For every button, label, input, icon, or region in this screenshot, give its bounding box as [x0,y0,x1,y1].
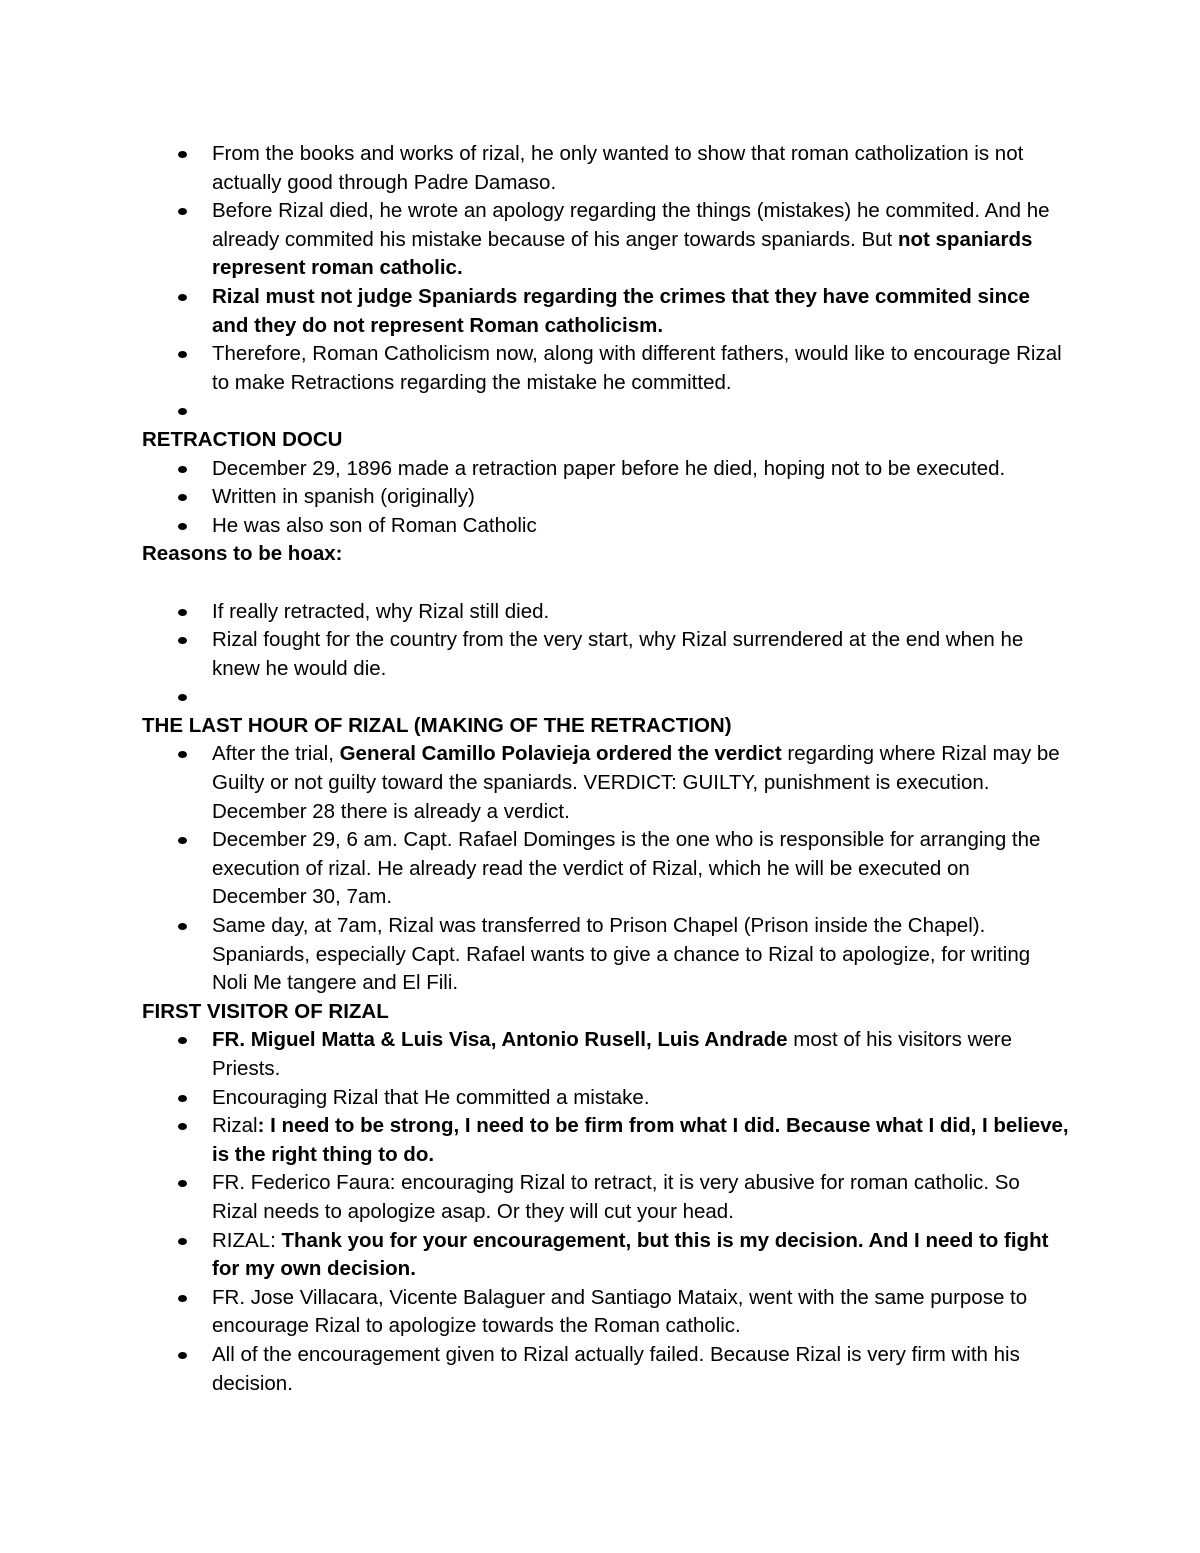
heading-reasons-hoax: Reasons to be hoax: [142,542,343,566]
list-item [0,397,1200,426]
bold-text: FR. Miguel Matta & Luis Visa, Antonio Rusell, Luis Andrade [212,1028,788,1052]
bullet-icon [178,408,187,415]
retraction-list [0,455,1200,541]
bullet-icon [178,208,187,215]
bullet-icon [178,1180,187,1187]
last-hour-list [0,740,1200,997]
item-text: Rizal [212,1114,258,1138]
bullet-icon [178,1123,187,1130]
list-item [0,1169,1200,1226]
list-item [0,826,1200,912]
bullet-icon [178,1238,187,1245]
item-text: December 29, 6 am. Capt. Rafael Dominges is the one who is responsible for arranging the execution of rizal. He already read the verdict of Rizal, which he will be executed on December 30, 7am. [212,828,1041,909]
item-text: FR. Jose Villacara, Vicente Balaguer and Santiago Mataix, went with the same purpose to encourage Rizal to apologize towards the Roman catholic. [212,1285,1028,1338]
list-item [0,283,1200,340]
heading-first-visitor: FIRST VISITOR OF RIZAL [142,999,389,1023]
item-text: FR. Federico Faura: encouraging Rizal to retract, it is very abusive for roman catholic. So Rizal needs to apologize asap. Or they will cut your head. [212,1171,1020,1223]
bullet-icon [178,1352,187,1359]
list-item [0,1341,1200,1398]
list-item [0,1112,1200,1169]
item-text: Written in spanish (originally) [212,485,475,509]
list-item [0,483,1200,512]
bullet-icon [178,637,187,644]
item-text: He was also son of Roman Catholic [212,513,537,537]
first-visitor-list [0,1026,1200,1398]
item-text: After the trial, [212,742,340,766]
bullet-icon [178,294,187,301]
list-item [0,140,1200,197]
list-item [0,1284,1200,1341]
bullet-icon [178,837,187,844]
list-item [0,1084,1200,1113]
bullet-icon [178,751,187,758]
bullet-icon [178,494,187,501]
list-item [0,197,1200,283]
list-item [0,455,1200,484]
bold-text: : I need to be strong, I need to be firm from what I did. Because what I did, I believe, is the right thing to do. [212,1114,1069,1166]
bullet-icon [178,351,187,358]
bold-text: not spaniards represent roman catholic. [212,227,1033,280]
bullet-icon [178,1037,187,1044]
bullet-icon [178,466,187,473]
bold-text: General Camillo Polavieja ordered the verdict [339,742,782,766]
blank-line [0,569,1200,598]
document-page [0,140,1200,1398]
bullet-icon [178,1095,187,1102]
bullet-icon [178,609,187,616]
list-item [0,740,1200,826]
item-text: Therefore, Roman Catholicism now, along with different fathers, would like to encourage Rizal to make Retractions regarding the mistake he committed. [212,342,1062,394]
item-text: December 29, 1896 made a retraction paper before he died, hoping not to be executed. [212,456,1006,480]
bold-text: Rizal must not judge Spaniards regarding the crimes that they have commited since and they do not represent Roman catholicism. [212,284,1030,337]
bullet-icon [178,523,187,530]
list-item [0,912,1200,998]
item-text: Encouraging Rizal that He committed a mistake. [212,1085,650,1109]
bullet-icon [178,694,187,701]
hoax-list [0,598,1200,712]
bullet-icon [178,151,187,158]
list-item [0,598,1200,627]
list-item [0,683,1200,712]
bullet-icon [178,1295,187,1302]
list-item [0,512,1200,541]
item-text: most of his visitors were Priests. [212,1028,1012,1080]
list-item [0,626,1200,683]
item-text: If really retracted, why Rizal still died. [212,599,550,623]
list-item [0,1026,1200,1083]
list-item [0,340,1200,397]
item-text: All of the encouragement given to Rizal actually failed. Because Rizal is very firm with his decision. [212,1342,1020,1395]
list-item [0,1227,1200,1284]
item-text: Same day, at 7am, Rizal was transferred to Prison Chapel (Prison inside the Chapel). Spaniards, especially Capt. Rafael wants to give a chance to Rizal to apologize, for writing Noli Me tangere and El Fili. [212,914,1031,995]
heading-last-hour: THE LAST HOUR OF RIZAL (MAKING OF THE RETRACTION) [142,713,732,737]
item-text: RIZAL: [212,1228,282,1252]
bullet-icon [178,923,187,930]
item-text: From the books and works of rizal, he only wanted to show that roman catholization is not actually good through Padre Damaso. [212,142,1024,194]
intro-list [0,140,1200,426]
heading-retraction-docu: RETRACTION DOCU [142,427,343,451]
item-text: Before Rizal died, he wrote an apology regarding the things (mistakes) he commited. And he already commited his mistake because of his anger towards spaniards. But [212,199,1050,251]
bold-text: Thank you for your encouragement, but this is my decision. And I need to fight for my own decision. [212,1228,1049,1281]
item-text: regarding where Rizal may be Guilty or not guilty toward the spaniards. VERDICT: GUILTY, punishment is execution. December 28 there is already a verdict. [212,742,1060,823]
item-text: Rizal fought for the country from the very start, why Rizal surrendered at the end when he knew he would die. [212,628,1024,680]
